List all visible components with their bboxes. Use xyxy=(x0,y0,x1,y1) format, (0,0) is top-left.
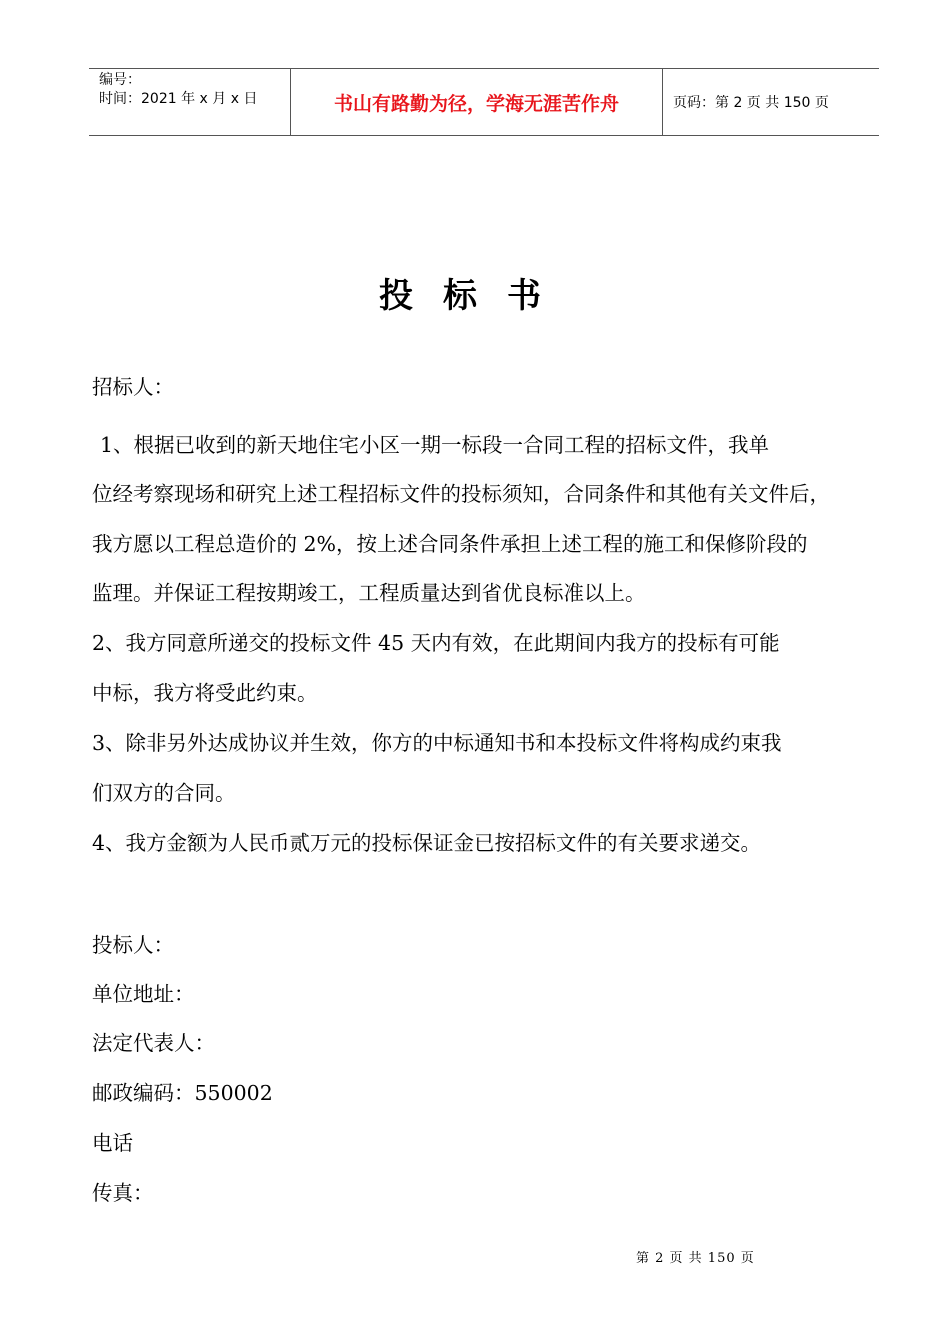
fax-label: 传真： xyxy=(92,1181,154,1205)
page-header xyxy=(89,68,879,136)
bidder-label: 投标人： xyxy=(92,933,174,957)
paragraph-3-line-2: 们双方的合同。 xyxy=(92,781,236,805)
paragraph-2-line-2: 中标，我方将受此约束。 xyxy=(92,681,318,705)
paragraph-2-line-1: 2、我方同意所递交的投标文件 45 天内有效，在此期间内我方的投标有可能 xyxy=(92,631,780,655)
paragraph-1-line-1: 1、根据已收到的新天地住宅小区一期一标段一合同工程的招标文件，我单 xyxy=(100,433,770,457)
paragraph-3-line-1: 3、除非另外达成协议并生效，你方的中标通知书和本投标文件将构成约束我 xyxy=(92,731,782,755)
paragraph-4-line-1: 4、我方金额为人民币贰万元的投标保证金已按招标文件的有关要求递交。 xyxy=(92,831,762,855)
header-page-label: 页码：第 2 页 共 150 页 xyxy=(673,95,829,111)
number-label: 编号： xyxy=(99,72,141,88)
time-label: 时间：2021 年 x 月 x 日 xyxy=(99,91,258,107)
paragraph-1-line-3: 我方愿以工程总造价的 2%，按上述合同条件承担上述工程的施工和保修阶段的 xyxy=(92,532,808,556)
page-footer: 第 2 页 共 150 页 xyxy=(636,1251,755,1266)
header-motto: 书山有路勤为径，学海无涯苦作舟 xyxy=(291,69,663,135)
salutation-line: 招标人： xyxy=(92,375,174,399)
paragraph-1-line-4: 监理。并保证工程按期竣工，工程质量达到省优良标准以上。 xyxy=(92,581,646,605)
legal-rep-label: 法定代表人： xyxy=(92,1031,215,1055)
header-meta xyxy=(89,69,291,135)
address-label: 单位地址： xyxy=(92,982,195,1006)
postal-code-label: 邮政编码：550002 xyxy=(92,1081,273,1105)
phone-label: 电话 xyxy=(92,1131,133,1155)
document-title: 投标书 xyxy=(379,276,571,316)
paragraph-1-line-2: 位经考察现场和研究上述工程招标文件的投标须知，合同条件和其他有关文件后， xyxy=(92,482,830,506)
